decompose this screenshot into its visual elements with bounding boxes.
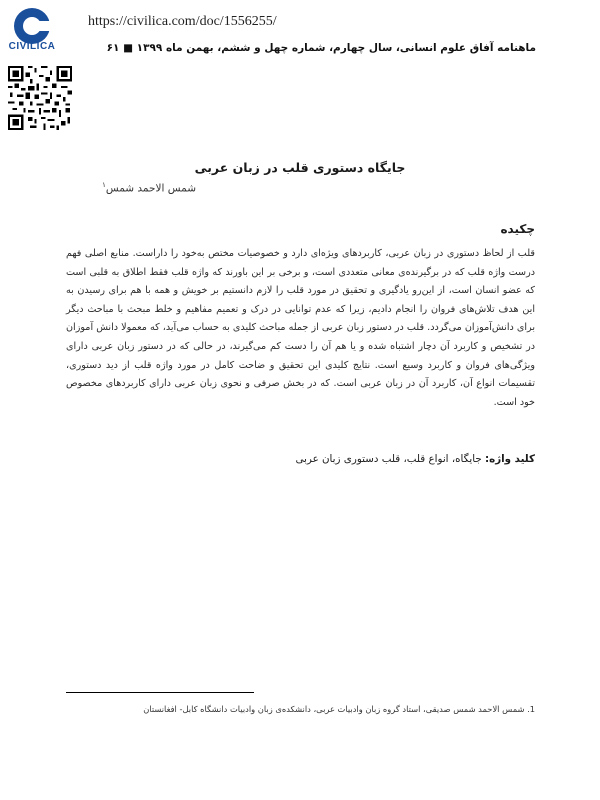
abstract-body: قلب از لحاظ دستوری در زبان عربی، کاربردهای ویژه‌ای دارد و خصوصیات مختص به‌خود را داراست. منابع اصلی فهم درست واژه قلب که در برگیرنده‌ی معانی متعددی است، و برخی بر این باورند که واژه قلب فقط اطلاق به قلبی است که عضو انسان است، از این‌رو یادگیری و تحقیق در مورد قلب را لازم دانستیم بر خویش و همه با هم برای رسیدن به این هدف تلاش‌های فروان را انجام دادیم، زیرا که عدم توانایی در درک و تعمیم مفاهیم و خلط مبحث با مباحث دیگر برای دانش‌آموزان می‌گردد. قلب در دستور زبان عربی از جمله مباحث کلیدی به حساب می‌آید، که معمولا دانش آموزان در تشخیص و کاربرد آن دچار اشتباه شده و یا هم آن را دست کم می‌گیرند، در حالی که در دستور زبان عربی دارای ویژگی‌های فروان و کاربرد وسیع است. نتایج کلیدی این تحقیق و ضاحت کامل در مورد واژه قلب از دید دستوری، تقسیمات انواع آن، کاربرد آن در زبان عربی است. که در بخش صرفی و نحوی زبان عربی دارای کاربردهای مخصوص خود است. bbox=[66, 248, 535, 408]
document-url[interactable]: https://civilica.com/doc/1556255/ bbox=[88, 14, 277, 29]
journal-header: ماهنامه آفاق علوم انسانی، سال چهارم، شماره چهل و ششم، بهمن ماه ۱۳۹۹ ■ ۶۱ bbox=[106, 42, 536, 54]
footnote: 1. شمس الاحمد شمس صدیقی، استاد گروه زبان وادبیات عربی، دانشکده‌ی زبان وادبیات دانشگاه کابل- افغانستان bbox=[143, 704, 535, 714]
logo-text: CIVILICA bbox=[8, 41, 56, 52]
footnote-divider bbox=[66, 692, 254, 693]
keywords-line bbox=[295, 453, 535, 465]
author-name: شمس الاحمد شمس$^۱$ bbox=[102, 181, 196, 195]
paper-title: جایگاه دستوری قلب در زبان عربی bbox=[194, 160, 406, 175]
qr-code-icon bbox=[8, 66, 72, 130]
keywords-list: جایگاه، انواع قلب، قلب دستوری زبان عربی bbox=[295, 453, 482, 465]
abstract-heading: چکیده bbox=[500, 222, 535, 236]
keywords-label: کلید واژه: bbox=[485, 453, 535, 465]
author-footnote-mark: ۱ bbox=[102, 181, 106, 189]
